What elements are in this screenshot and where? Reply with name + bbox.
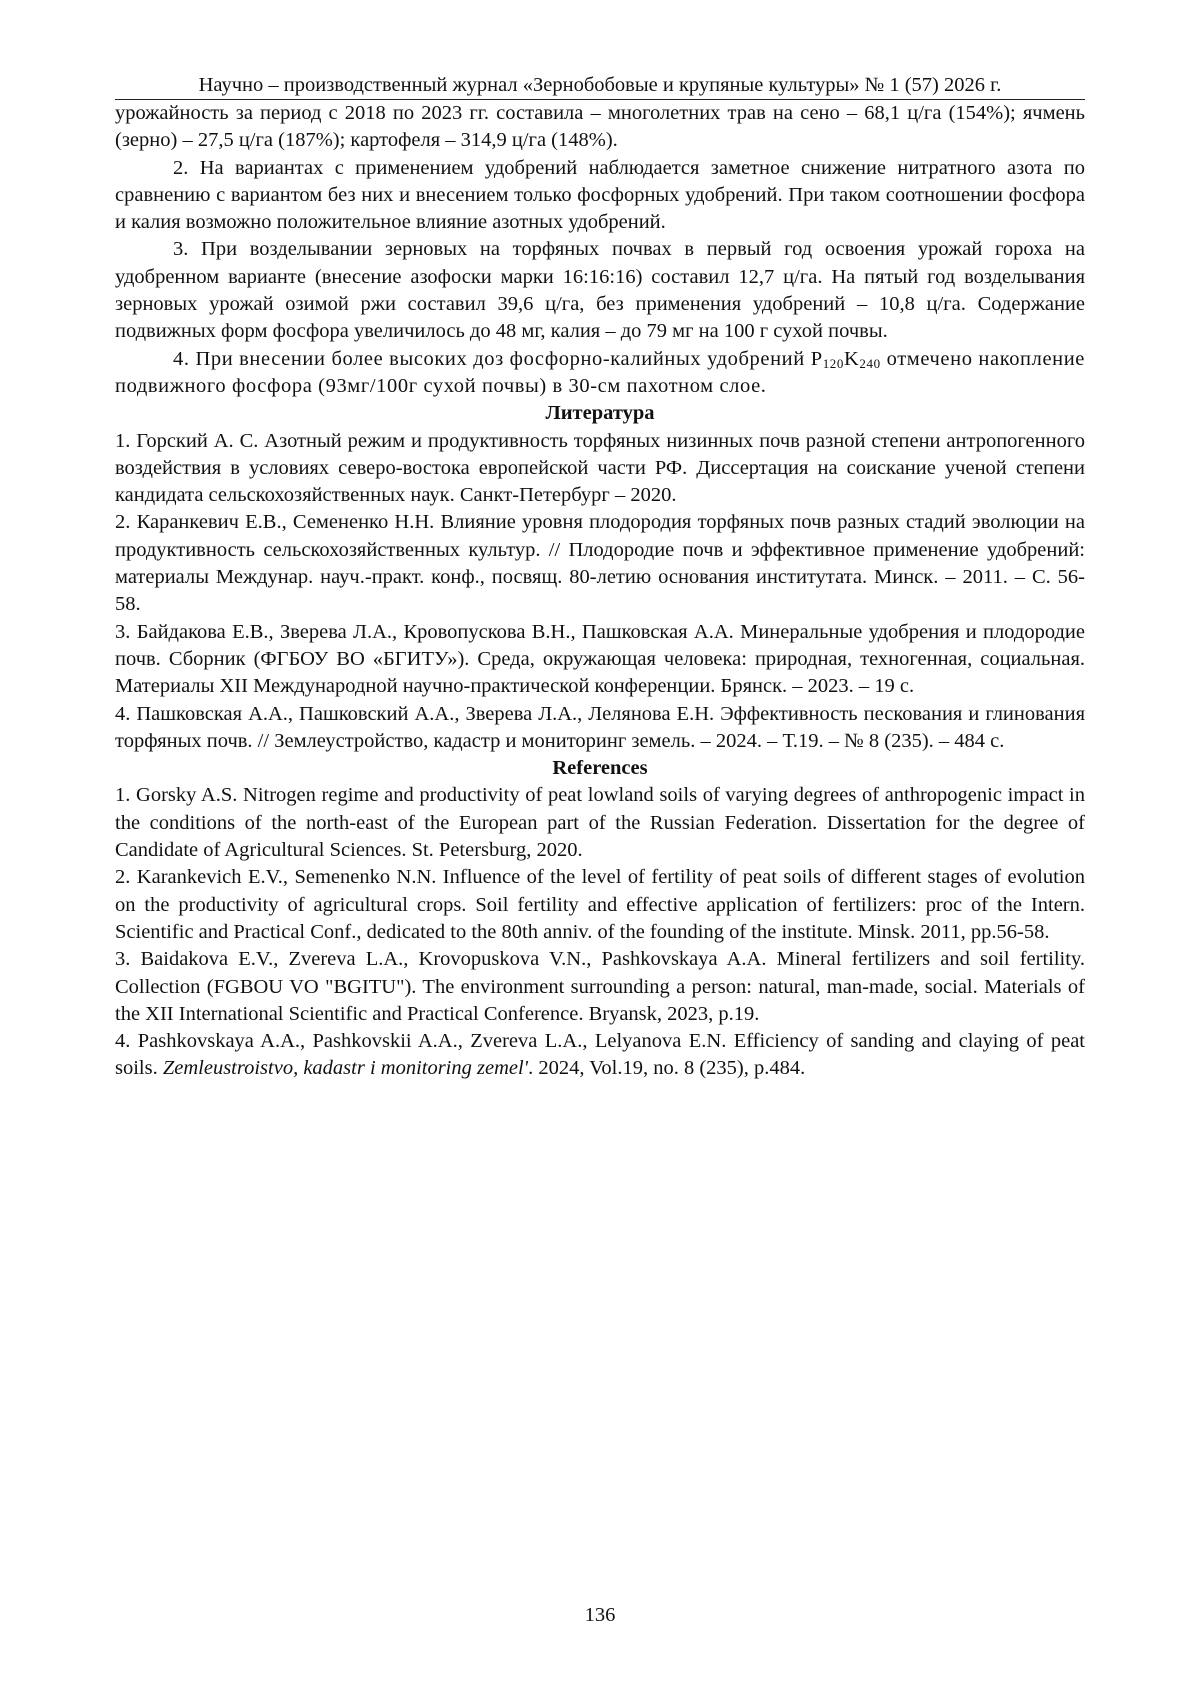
reference-item: 2. Karankevich E.V., Semenenko N.N. Influence of the level of fertility of peat soils of different stages of evolution on the productivity of agricultural crops. Soil fertility and effective application of fertilizers: proc of the Intern. Scientific and Practical Conf., dedicated to the 80th anniv. of the founding of the institute. Minsk. 2011, pp.56-58. — [115, 866, 1085, 943]
journal-title: Zemleustroistvo, kadastr i monitoring zemel' — [162, 1057, 529, 1080]
reference-item — [115, 1028, 1085, 1083]
conclusions — [115, 100, 1085, 1083]
conclusion-paragraph-fertilizer-doses — [115, 346, 1085, 401]
literature-item: 3. Байдакова Е.В., Зверева Л.А., Кровопускова В.Н., Пашковская А.А. Минеральные удобрения и плодородие почв. Сборник (ФГБОУ ВО «БГИТУ»). Среда, окружающая человека: природная, техногенная, социальная. Материалы XII Международной научно-практической конференции. Брянск. – 2023. – 19 с. — [115, 620, 1085, 698]
conclusion-paragraph: 3. При возделывании зерновых на торфяных почвах в первый год освоения урожай гороха на удобренном варианте (внесение азофоски марки 16:16:16) составил 12,7 ц/га. На пятый год возделывания зерновых урожай озимой ржи составил 39,6 ц/га, без применения удобрений – 10,8 ц/га. Содержание подвижных форм фосфора увеличилось до 48 мг, калия – до 79 мг на 100 г сухой почвы. — [115, 238, 1085, 343]
conclusion-paragraph: урожайность за период с 2018 по 2023 гг. составила – многолетних трав на сено – 68,1 ц/га (154%); ячмень (зерно) – 27,5 ц/га (187%); картофеля – 314,9 ц/га (148%). — [115, 102, 1085, 152]
page-content — [115, 72, 1085, 1083]
subscript: 240 — [859, 355, 881, 371]
running-head: Научно – производственный журнал «Зернобобовые и крупяные культуры» № 1 (57) 2026 г. — [115, 72, 1085, 100]
conclusion-text: K — [844, 347, 860, 370]
conclusion-text: отмечено накопление подвижного фосфора (93мг/100г сухой почвы) в 30-см пахотном слое. — [115, 347, 1085, 397]
reference-item: 1. Gorsky A.S. Nitrogen regime and productivity of peat lowland soils of varying degrees of anthropogenic impact in the conditions of the north-east of the European part of the Russian Federation. Dissertation for the degree of Candidate of Agricultural Sciences. St. Petersburg, 2020. — [115, 784, 1085, 862]
reference-text: . 2024, Vol.19, no. 8 (235), p.484. — [528, 1057, 806, 1080]
conclusion-paragraph: 2. На вариантах с применением удобрений наблюдается заметное снижение нитратного азота по сравнению с вариантом без них и внесением только фосфорных удобрений. При таком соотношении фосфора и калия возможно положительное влияние азотных удобрений. — [115, 156, 1085, 234]
conclusion-text: 4. При внесении более высоких доз фосфорно-калийных удобрений P — [173, 347, 823, 370]
literature-item: 4. Пашковская А.А., Пашковский А.А., Зверева Л.А., Лелянова Е.Н. Эффективность пескования и глинования торфяных почв. // Землеустройство, кадастр и мониторинг земель. – 2024. – Т.19. – № 8 (235). – 484 с. — [115, 702, 1085, 752]
reference-text: 4. Pashkovskaya A.A., Pashkovskii A.A., Zvereva L.A., Lelyanova E.N. Efficiency of sanding and claying of peat soils. — [115, 1030, 1085, 1080]
page-number: 136 — [584, 1604, 616, 1626]
reference-item: 3. Baidakova E.V., Zvereva L.A., Krovopuskova V.N., Pashkovskaya A.A. Mineral fertilizers and soil fertility. Collection (FGBOU VO "BGITU"). The environment surrounding a person: natural, man-made, social. Materials of the XII International Scientific and Practical Conference. Bryansk, 2023, p.19. — [115, 948, 1085, 1025]
literature-heading: Литература — [545, 402, 655, 425]
literature-item: 1. Горский А. С. Азотный режим и продуктивность торфяных низинных почв разной степени антропогенного воздействия в условиях северо-востока европейской части РФ. Диссертация на соискание ученой степени кандидата сельскохозяйственных наук. Санкт-Петербург – 2020. — [115, 429, 1085, 507]
references-heading: References — [552, 757, 648, 780]
literature-item: 2. Каранкевич Е.В., Семененко Н.Н. Влияние уровня плодородия торфяных почв разных стадий эволюции на продуктивность сельскохозяйственных культур. // Плодородие почв и эффективное применение удобрений: материалы Междунар. науч.-практ. конф., посвящ. 80-летию основания институтата. Минск. – 2011. – С. 56-58. — [115, 511, 1085, 616]
subscript: 120 — [822, 355, 845, 371]
